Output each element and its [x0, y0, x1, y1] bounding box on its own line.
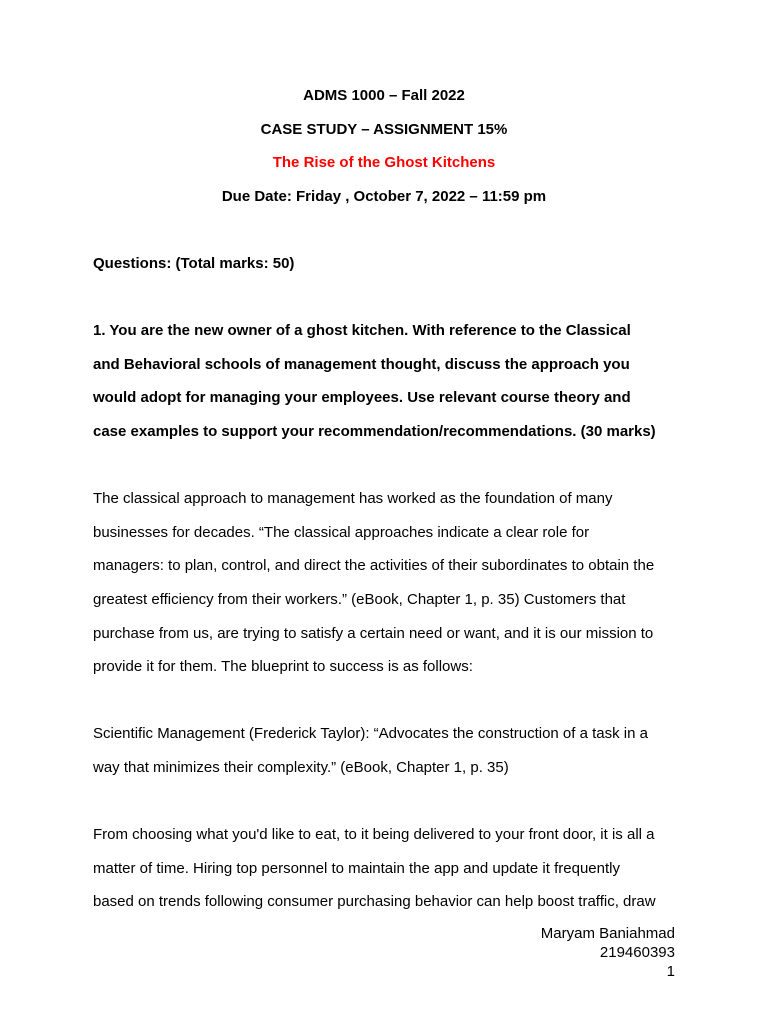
body-line: purchase from us, are trying to satisfy a certain need or want, and it is our mission to: [93, 625, 654, 642]
body-line: way that minimizes their complexity.” (eBook, Chapter 1, p. 35): [93, 759, 509, 776]
body-line: matter of time. Hiring top personnel to maintain the app and update it frequently: [93, 860, 620, 877]
body-line: provide it for them. The blueprint to success is as follows:: [93, 658, 473, 675]
questions-heading: Questions: (Total marks: 50): [93, 255, 295, 272]
due-date: Due Date: Friday , October 7, 2022 – 11:59 pm: [221, 188, 547, 205]
body-line: Scientific Management (Frederick Taylor): “Advocates the construction of a task in a: [93, 725, 648, 742]
author-name: Maryam Baniahmad: [540, 925, 675, 942]
body-line: From choosing what you'd like to eat, to it being delivered to your front door, it is all a: [93, 826, 655, 843]
question-line: would adopt for managing your employees. Use relevant course theory and: [93, 389, 631, 406]
body-line: managers: to plan, control, and direct the activities of their subordinates to obtain the: [93, 557, 655, 574]
body-line: The classical approach to management has worked as the foundation of many: [93, 490, 613, 507]
question-line: 1. You are the new owner of a ghost kitchen. With reference to the Classical: [93, 322, 631, 339]
question-line: and Behavioral schools of management thought, discuss the approach you: [93, 356, 630, 373]
body-line: based on trends following consumer purchasing behavior can help boost traffic, draw: [93, 893, 656, 910]
body-line: businesses for decades. “The classical approaches indicate a clear role for: [93, 524, 590, 541]
page-number: 1: [666, 963, 675, 980]
course-heading: ADMS 1000 – Fall 2022: [303, 87, 465, 104]
question-line: case examples to support your recommendation/recommendations. (30 marks): [93, 423, 656, 440]
case-title: The Rise of the Ghost Kitchens: [272, 154, 496, 171]
body-line: greatest efficiency from their workers.” (eBook, Chapter 1, p. 35) Customers that: [93, 591, 626, 608]
assignment-heading: CASE STUDY – ASSIGNMENT 15%: [260, 121, 508, 138]
student-id: 219460393: [599, 944, 675, 961]
